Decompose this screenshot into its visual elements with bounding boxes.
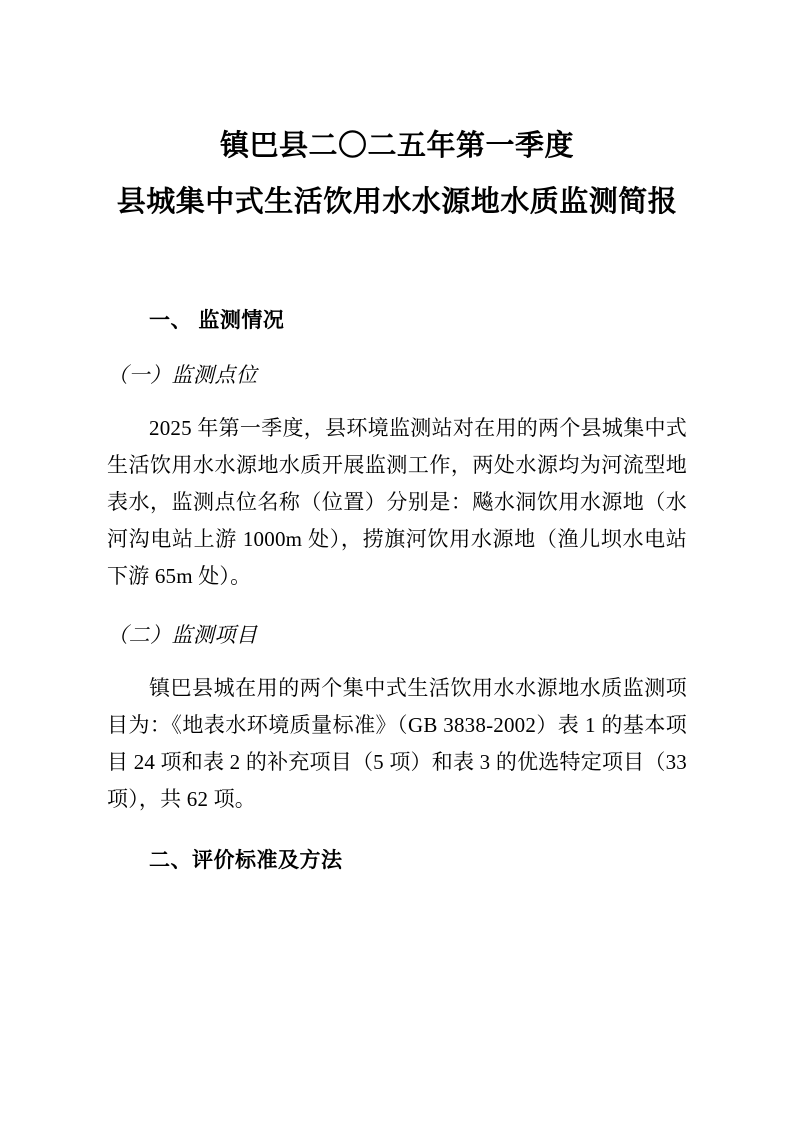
paragraph-monitoring-items: 镇巴县城在用的两个集中式生活饮用水水源地水质监测项目为：《地表水环境质量标准》（GB 3838-2002）表 1 的基本项目 24 项和表 2 的补充项目（5 项）和表 3 的优选特定项目（33 项），共 62 项。 — [107, 676, 687, 811]
document-title-line-1: 镇巴县二〇二五年第一季度 — [219, 130, 574, 162]
document-title-block — [107, 118, 687, 230]
document-title-line-2: 县城集中式生活饮用水水源地水质监测简报 — [116, 186, 678, 218]
subsection-heading-monitoring-points: （一）监测点位 — [107, 363, 258, 387]
paragraph-monitoring-points: 2025 年第一季度，县环境监测站对在用的两个县城集中式生活饮用水水源地水质开展监测工作，两处水源均为河流型地表水，监测点位名称（位置）分别是：飚水洞饮用水源地（水河沟电站上游 1000m 处），捞旗河饮用水源地（渔儿坝水电站下游 65m 处）。 — [107, 416, 687, 588]
subsection-heading-monitoring-items: （二）监测项目 — [107, 623, 258, 647]
section-heading-monitoring-situation: 一、 监测情况 — [149, 309, 285, 332]
section-heading-evaluation-standards: 二、评价标准及方法 — [149, 849, 343, 872]
